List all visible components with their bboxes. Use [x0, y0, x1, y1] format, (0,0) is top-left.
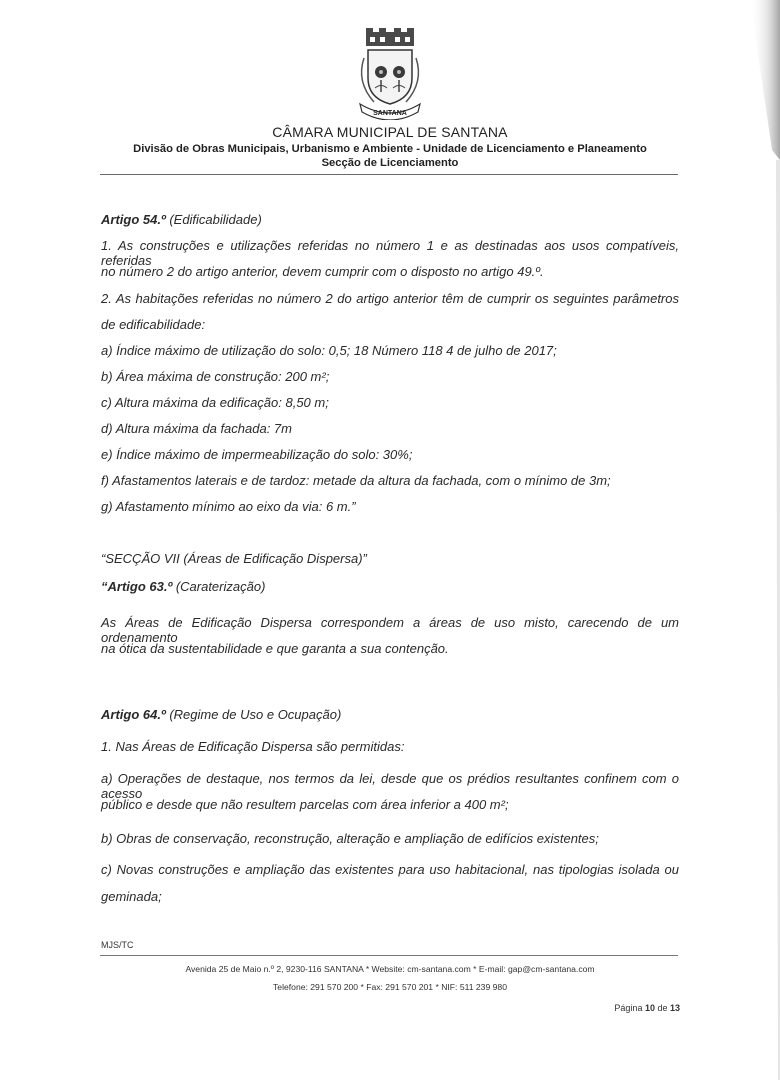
article-64-intro: 1. Nas Áreas de Edificação Dispersa são permitidas:: [101, 739, 405, 754]
footer-divider: [100, 955, 678, 956]
article-64-item-a-line-2: público e desde que não resultem parcelas com área inferior a 400 m²;: [101, 797, 509, 812]
list-item: b) Área máxima de construção: 200 m²;: [101, 369, 330, 384]
list-item: g) Afastamento mínimo ao eixo da via: 6 m.”: [101, 499, 356, 514]
letterhead: [0, 28, 780, 169]
section-name: Secção de Licenciamento: [321, 157, 459, 169]
list-item: f) Afastamentos laterais e de tardoz: metade da altura da fachada, com o mínimo de 3m;: [101, 473, 611, 488]
list-item: a) Índice máximo de utilização do solo: 0,5; 18 Número 118 4 de julho de 2017;: [101, 343, 557, 358]
article-54-paragraph-1-line-2: no número 2 do artigo anterior, devem cumprir com o disposto no artigo 49.º.: [101, 264, 544, 279]
article-54-heading: Artigo 54.º (Edificabilidade): [101, 212, 262, 227]
footer-address: Avenida 25 de Maio n.º 2, 9230-116 SANTANA * Website: cm-santana.com * E-mail: gap@cm-santana.com: [185, 964, 595, 974]
organization-name: CÂMARA MUNICIPAL DE SANTANA: [272, 124, 508, 140]
article-64-heading: Artigo 64.º (Regime de Uso e Ocupação): [101, 707, 342, 722]
division-name: Divisão de Obras Municipais, Urbanismo e Ambiente - Unidade de Licenciamento e Planeamento: [133, 143, 647, 155]
footer-contacts: Telefone: 291 570 200 * Fax: 291 570 201 * NIF: 511 239 980: [273, 982, 507, 992]
header-divider: [100, 174, 678, 175]
list-item: d) Altura máxima da fachada: 7m: [101, 421, 292, 436]
page-number: Página 10 de 13: [614, 1003, 680, 1013]
article-63-line-1: As Áreas de Edificação Dispersa correspondem a áreas de uso misto, carecendo de um ordenamento: [101, 615, 679, 645]
list-item: c) Altura máxima da edificação: 8,50 m;: [101, 395, 329, 410]
article-54-paragraph-2-line-2: de edificabilidade:: [101, 317, 206, 332]
article-63-line-2: na ótica da sustentabilidade e que garanta a sua contenção.: [101, 641, 449, 656]
article-64-item-a-line-1: a) Operações de destaque, nos termos da lei, desde que os prédios resultantes confinem com o acesso: [101, 771, 679, 801]
article-64-item-b: b) Obras de conservação, reconstrução, alteração e ampliação de edifícios existentes;: [101, 831, 599, 846]
article-64-item-c-line-1: c) Novas construções e ampliação das existentes para uso habitacional, nas tipologias isolada ou: [101, 862, 679, 877]
author-initials: MJS/TC: [101, 940, 134, 950]
municipal-coat-of-arms-icon: [350, 28, 430, 120]
section-7-title: “SECÇÃO VII (Áreas de Edificação Dispersa)”: [101, 551, 367, 566]
article-54-paragraph-2-line-1: 2. As habitações referidas no número 2 do artigo anterior têm de cumprir os seguintes parâmetros: [101, 291, 679, 306]
list-item: e) Índice máximo de impermeabilização do solo: 30%;: [101, 447, 413, 462]
article-64-item-c-line-2: geminada;: [101, 889, 162, 904]
article-54-paragraph-1-line-1: 1. As construções e utilizações referidas no número 1 e as destinadas aos usos compatíveis, referidas: [101, 238, 679, 268]
article-63-heading: “Artigo 63.º (Caraterização): [101, 579, 266, 594]
crest-ribbon-text: SANTANA: [373, 110, 407, 117]
